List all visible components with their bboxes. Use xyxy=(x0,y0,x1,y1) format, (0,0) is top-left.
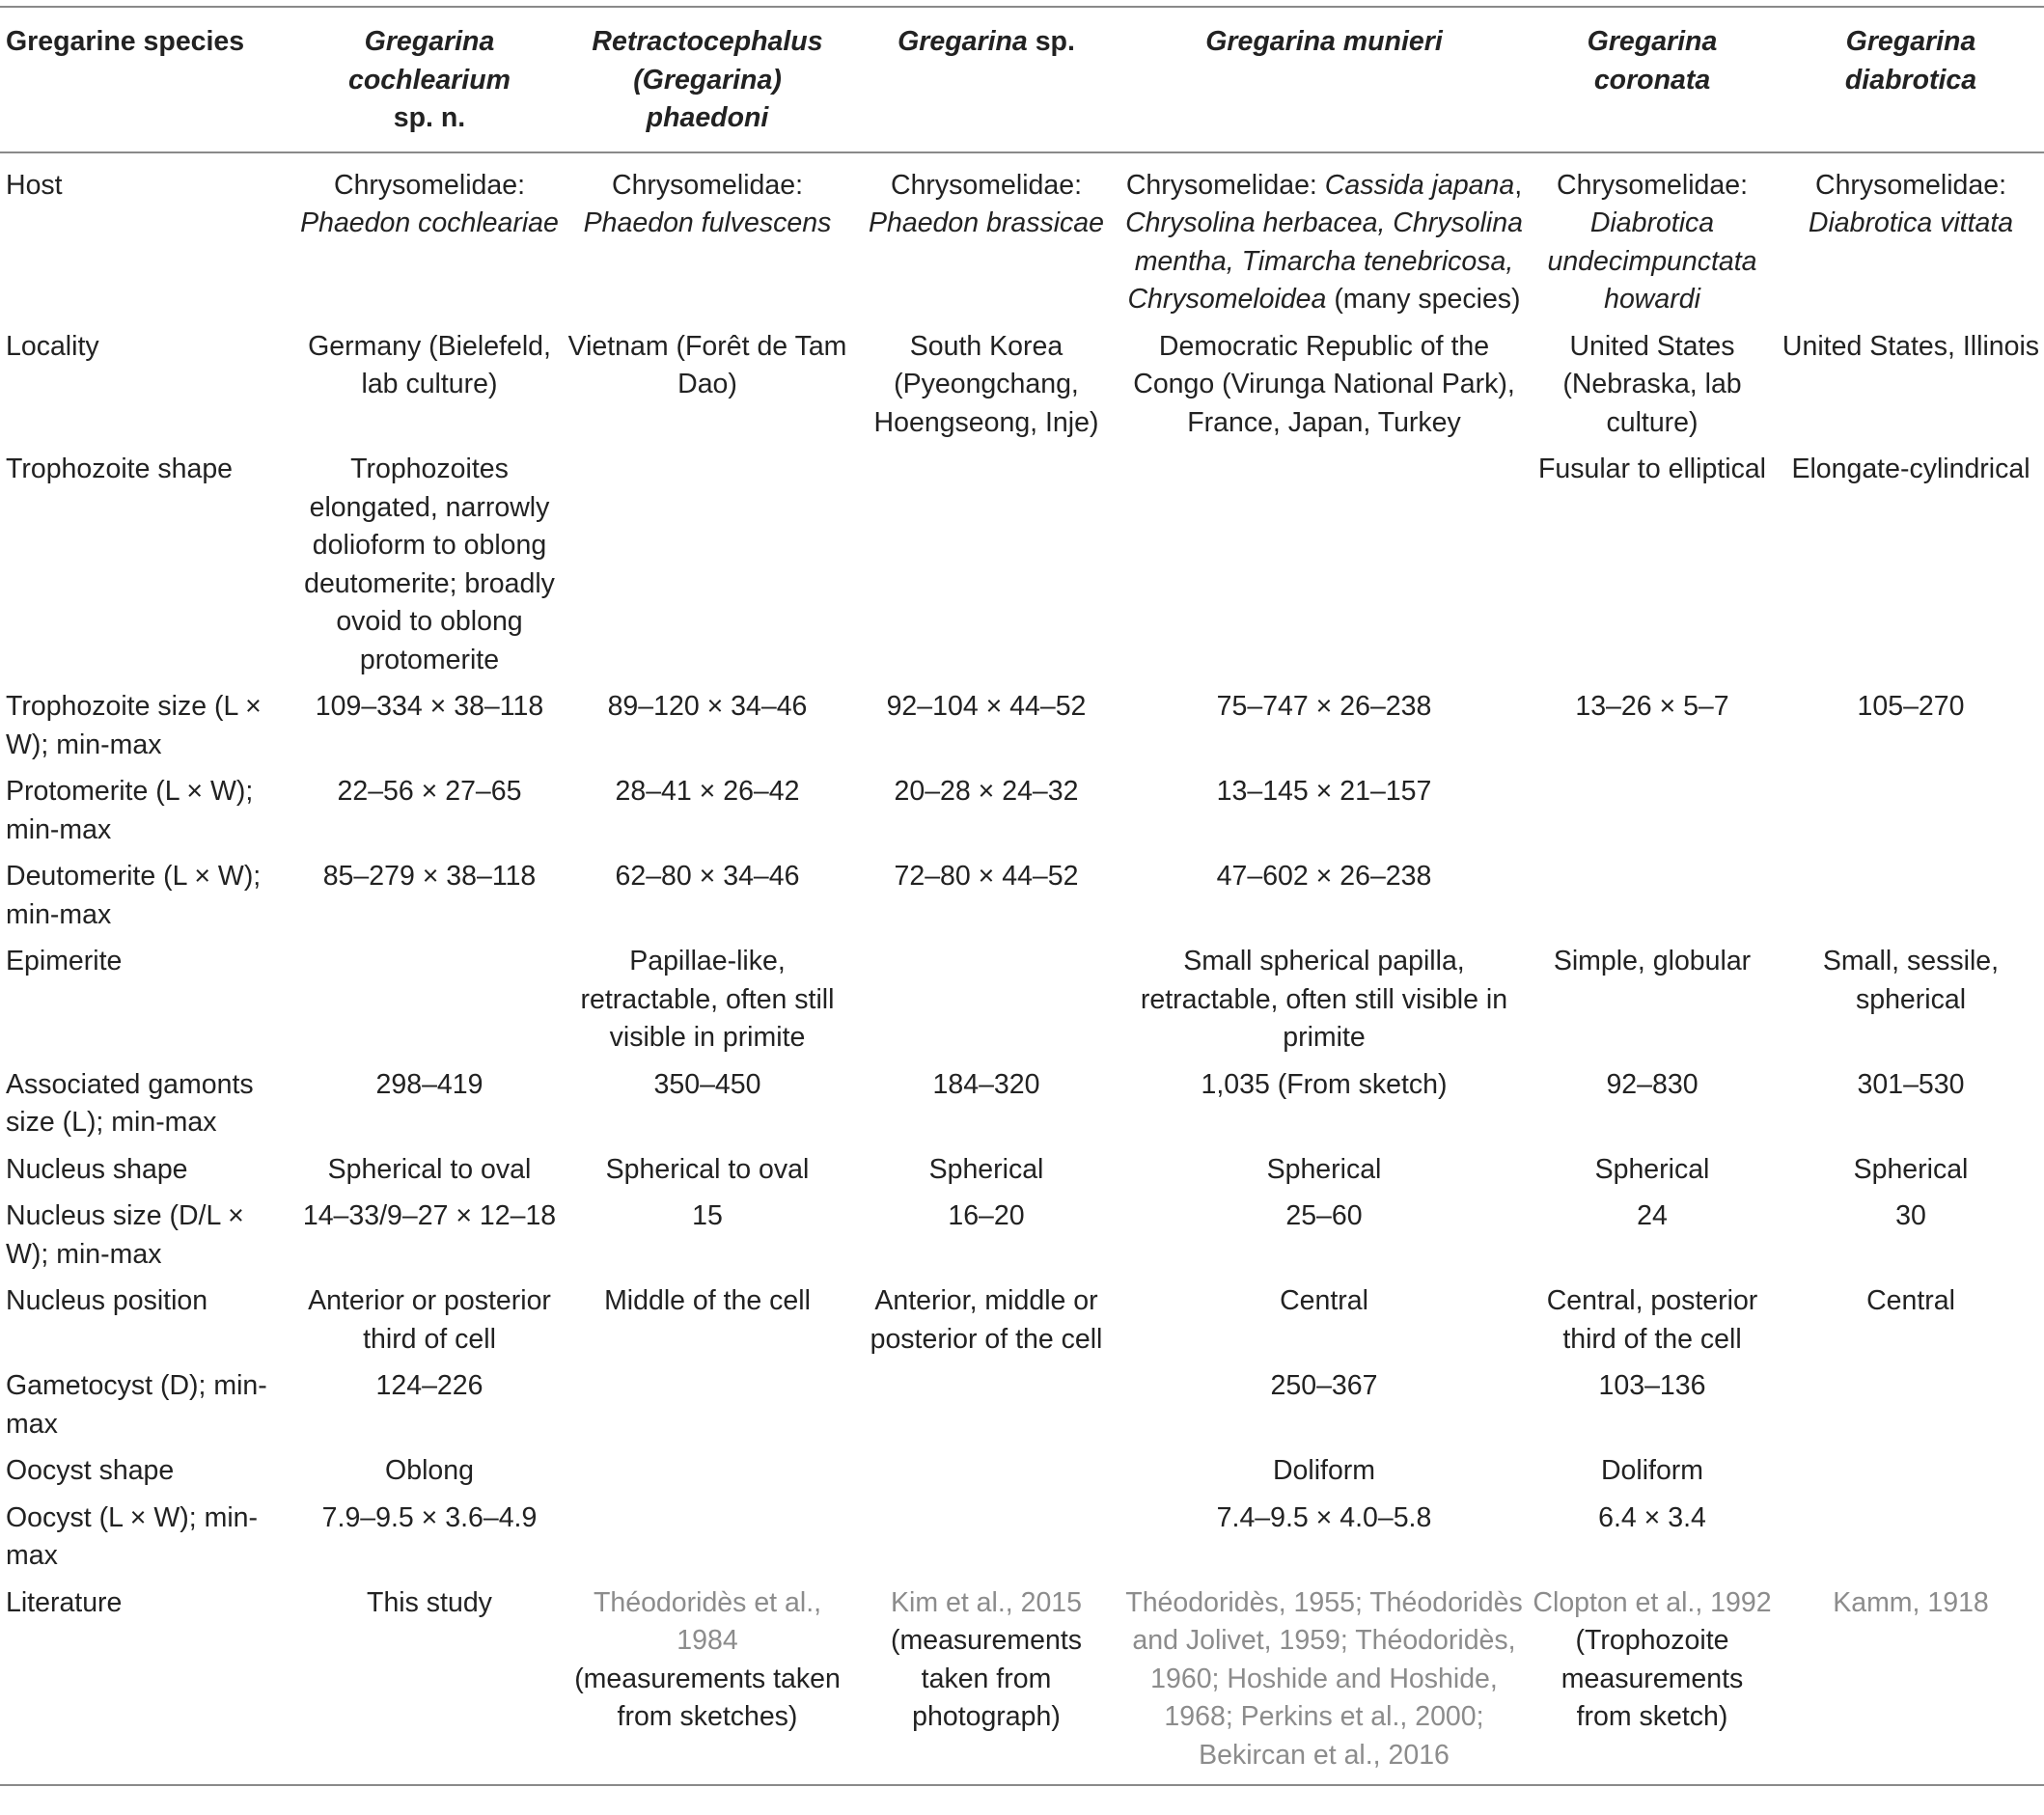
literature-cell xyxy=(1527,1579,1778,1786)
table-cell: 62–80 × 34–46 xyxy=(615,861,800,892)
header-species: Gregarine species xyxy=(6,26,245,57)
table-cell: 1,035 (From sketch) xyxy=(1201,1068,1448,1100)
table-cell: Simple, globular xyxy=(1553,946,1752,976)
host-cell: Chrysomelidae: Cassida japana, Chrysolina herbacea, Chrysolina mentha, Timarcha tenebricosa, Chrysomeloidea (many species) xyxy=(1125,169,1523,315)
row-label: Gametocyst (D); min-max xyxy=(6,1370,267,1440)
host-cell xyxy=(295,152,564,322)
table-cell: Doliform xyxy=(1600,1455,1704,1486)
table-cell: South Korea (Pyeongchang, Hoengseong, Inje) xyxy=(873,330,1099,438)
table-cell xyxy=(295,937,564,1060)
host-family: Chrysomelidae: xyxy=(1557,169,1748,201)
table-cell xyxy=(1121,445,1527,682)
row-label: Trophozoite size (L × W); min-max xyxy=(6,691,262,760)
row-label: Trophozoite shape xyxy=(6,454,234,484)
table-cell: Small spherical papilla, retractable, often still visible in primite xyxy=(1140,946,1508,1053)
table-cell: 103–136 xyxy=(1598,1370,1706,1401)
header-gregarina-sp-suffix: sp. xyxy=(1035,26,1075,57)
table-cell xyxy=(851,1361,1121,1446)
row-label: Deutomerite (L × W); min-max xyxy=(6,861,262,930)
host-species: Cassida japana xyxy=(1324,169,1515,201)
table-cell: 7.4–9.5 × 4.0–5.8 xyxy=(1216,1501,1432,1533)
row-label: Host xyxy=(6,169,63,201)
table-cell: 124–226 xyxy=(375,1370,483,1401)
row-label: Oocyst (L × W); min-max xyxy=(6,1501,259,1571)
table-cell: Central xyxy=(1866,1285,1955,1316)
header-gregarina-sp-genus: Gregarina xyxy=(898,26,1028,57)
row-literature xyxy=(0,1579,2044,1786)
table-cell xyxy=(1778,767,2044,852)
row-host xyxy=(0,152,2044,322)
table-cell: 47–602 × 26–238 xyxy=(1216,861,1432,892)
row-locality xyxy=(0,322,2044,446)
table-cell: 7.9–9.5 × 3.6–4.9 xyxy=(321,1501,538,1533)
table-cell: Anterior, middle or posterior of the cell xyxy=(870,1285,1103,1355)
row-oocyst-size xyxy=(0,1494,2044,1579)
table-cell xyxy=(564,1446,851,1494)
table-cell xyxy=(1778,1361,2044,1446)
citation-note: (measurements taken from sketches) xyxy=(574,1663,841,1732)
table-cell xyxy=(564,445,851,682)
table-cell: Middle of the cell xyxy=(604,1285,811,1316)
literature-cell xyxy=(1778,1579,2044,1786)
table-cell xyxy=(564,1361,851,1446)
table-cell: Anterior or posterior third of cell xyxy=(308,1285,551,1355)
table-cell: 85–279 × 38–118 xyxy=(322,861,537,892)
table-cell: 89–120 × 34–46 xyxy=(607,691,808,722)
header-g-munieri: Gregarina munieri xyxy=(1205,26,1443,57)
table-cell: United States, Illinois xyxy=(1782,330,2040,362)
row-label: Associated gamonts size (L); min-max xyxy=(6,1068,254,1138)
table-cell xyxy=(1527,767,1778,852)
table-cell: Papillae-like, retractable, often still visible in primite xyxy=(580,946,835,1053)
host-cell xyxy=(564,152,851,322)
header-g-cochlearium-name: Gregarina cochlearium xyxy=(348,26,511,96)
row-label: Epimerite xyxy=(6,946,123,976)
table-cell: 6.4 × 3.4 xyxy=(1598,1501,1706,1533)
row-oocyst-shape xyxy=(0,1446,2044,1494)
row-label: Nucleus size (D/L × W); min-max xyxy=(6,1200,244,1270)
table-cell xyxy=(851,1446,1121,1494)
row-trophozoite-size xyxy=(0,682,2044,767)
table-cell: 350–450 xyxy=(653,1068,761,1100)
table-cell: Central xyxy=(1280,1285,1368,1316)
table-cell xyxy=(564,1494,851,1579)
table-cell: United States (Nebraska, lab culture) xyxy=(1562,330,1742,438)
host-species: Diabrotica vittata xyxy=(1808,207,2014,238)
citation-link[interactable]: Kamm, 1918 xyxy=(1833,1586,1989,1618)
table-cell: 109–334 × 38–118 xyxy=(315,691,544,722)
table-cell xyxy=(851,937,1121,1060)
table-cell: 13–145 × 21–157 xyxy=(1216,776,1432,807)
row-epimerite xyxy=(0,937,2044,1060)
row-deutomerite xyxy=(0,852,2044,937)
header-r-phaedoni-genus: Retractocephalus xyxy=(592,26,823,57)
row-label: Nucleus shape xyxy=(6,1153,188,1185)
table-cell: 24 xyxy=(1637,1200,1668,1231)
citation-link[interactable]: Clopton et al., 1992 xyxy=(1533,1586,1772,1618)
table-cell: 72–80 × 44–52 xyxy=(894,861,1079,892)
table-cell: Spherical xyxy=(1853,1153,1969,1185)
table-cell: Doliform xyxy=(1272,1455,1376,1486)
table-cell: 92–830 xyxy=(1606,1068,1699,1100)
table-cell: Oblong xyxy=(385,1455,474,1486)
table-cell: 15 xyxy=(692,1200,723,1231)
host-cell xyxy=(851,152,1121,322)
table-cell: 301–530 xyxy=(1857,1068,1965,1100)
header-g-cochlearium xyxy=(295,7,564,152)
table-cell xyxy=(1778,852,2044,937)
citation-note: (measurements taken from photograph) xyxy=(891,1625,1082,1732)
table-cell: 28–41 × 26–42 xyxy=(615,776,800,807)
host-species: Phaedon fulvescens xyxy=(583,207,832,238)
literature-this-study: This study xyxy=(367,1586,492,1618)
table-cell: Trophozoites elongated, narrowly dolioform to oblong deutomerite; broadly ovoid to oblong protomerite xyxy=(304,454,555,675)
table-cell xyxy=(851,1494,1121,1579)
citation-link[interactable]: Théodoridès et al., 1984 xyxy=(593,1586,822,1656)
header-g-diabrotica: Gregarina diabrotica xyxy=(1844,26,1977,96)
table-cell: 25–60 xyxy=(1285,1200,1363,1231)
header-gregarina-sp xyxy=(851,7,1121,152)
row-gametocyst xyxy=(0,1361,2044,1446)
table-cell xyxy=(1527,852,1778,937)
table-cell: Small, sessile, spherical xyxy=(1822,946,2000,1015)
table-cell: 20–28 × 24–32 xyxy=(894,776,1079,807)
table-cell xyxy=(1778,1446,2044,1494)
table-cell: 22–56 × 27–65 xyxy=(337,776,522,807)
row-trophozoite-shape xyxy=(0,445,2044,682)
citation-note: (Trophozoite measurements from sketch) xyxy=(1561,1625,1744,1732)
host-species: Diabrotica undecimpunctata howardi xyxy=(1547,207,1757,315)
table-cell xyxy=(1778,1494,2044,1579)
row-nucleus-size xyxy=(0,1192,2044,1277)
row-gamonts-size xyxy=(0,1060,2044,1145)
table-cell: 92–104 × 44–52 xyxy=(886,691,1087,722)
table-cell: 298–419 xyxy=(375,1068,483,1100)
header-r-phaedoni xyxy=(564,7,851,152)
table-cell: Spherical to oval xyxy=(327,1153,532,1185)
host-species: Phaedon cochleariae xyxy=(300,207,559,238)
header-r-phaedoni-species: phaedoni xyxy=(646,102,769,133)
table-cell: 13–26 × 5–7 xyxy=(1575,691,1729,722)
table-cell: 14–33/9–27 × 12–18 xyxy=(302,1200,557,1231)
table-cell: Elongate-cylindrical xyxy=(1791,454,2030,484)
table-cell xyxy=(851,445,1121,682)
table-cell: Spherical xyxy=(928,1153,1044,1185)
row-label: Nucleus position xyxy=(6,1285,208,1316)
header-g-coronata: Gregarina coronata xyxy=(1587,26,1718,96)
table-cell: Spherical xyxy=(1266,1153,1382,1185)
literature-cell xyxy=(1121,1579,1527,1786)
host-cell xyxy=(1778,152,2044,322)
table-cell: Vietnam (Forêt de Tam Dao) xyxy=(567,330,847,399)
table-cell: Democratic Republic of the Congo (Virunga National Park), France, Japan, Turkey xyxy=(1133,330,1515,438)
host-species: Chrysolina herbacea, Chrysolina mentha, Timarcha tenebricosa, Chrysomeloidea xyxy=(1125,207,1523,315)
table-cell: 184–320 xyxy=(932,1068,1040,1100)
table-cell: 16–20 xyxy=(948,1200,1025,1231)
host-species: Phaedon brassicae xyxy=(868,207,1104,238)
host-cell xyxy=(1527,152,1778,322)
row-nucleus-position xyxy=(0,1277,2044,1361)
citation-link[interactable]: Kim et al., 2015 xyxy=(890,1586,1083,1618)
row-label: Literature xyxy=(6,1586,123,1618)
table-cell: Spherical to oval xyxy=(605,1153,810,1185)
host-family: Chrysomelidae: xyxy=(891,169,1082,201)
header-row xyxy=(0,7,2044,152)
table-cell: 30 xyxy=(1895,1200,1926,1231)
host-note: (many species) xyxy=(1334,284,1521,315)
host-family: Chrysomelidae: xyxy=(1815,169,2006,201)
table-cell: 75–747 × 26–238 xyxy=(1216,691,1432,722)
header-r-phaedoni-subgenus: (Gregarina) xyxy=(633,64,782,96)
table-cell: Fusular to elliptical xyxy=(1537,454,1766,484)
host-family: Chrysomelidae: xyxy=(1125,169,1317,201)
gregarine-comparison-table xyxy=(0,6,2044,1786)
literature-cell xyxy=(851,1579,1121,1786)
table-cell: Spherical xyxy=(1594,1153,1710,1185)
table-cell: 105–270 xyxy=(1857,691,1965,722)
host-family: Chrysomelidae: xyxy=(612,169,803,201)
row-label: Oocyst shape xyxy=(6,1455,175,1486)
row-nucleus-shape xyxy=(0,1145,2044,1193)
table-cell: Germany (Bielefeld, lab culture) xyxy=(308,330,551,399)
row-label: Protomerite (L × W); min-max xyxy=(6,776,254,845)
host-family: Chrysomelidae: xyxy=(334,169,525,201)
row-protomerite xyxy=(0,767,2044,852)
citation-link[interactable]: Théodoridès, 1955; Théodoridès and Jolivet, 1959; Théodoridès, 1960; Hoshide and Hoshide, 1968; Perkins et al., 2000; Bekircan et al., 2016 xyxy=(1125,1586,1523,1771)
literature-cell xyxy=(564,1579,851,1786)
header-g-cochlearium-suffix: sp. n. xyxy=(393,102,466,133)
table-cell: 250–367 xyxy=(1270,1370,1378,1401)
row-label: Locality xyxy=(6,330,99,362)
table-cell: Central, posterior third of the cell xyxy=(1546,1285,1758,1355)
